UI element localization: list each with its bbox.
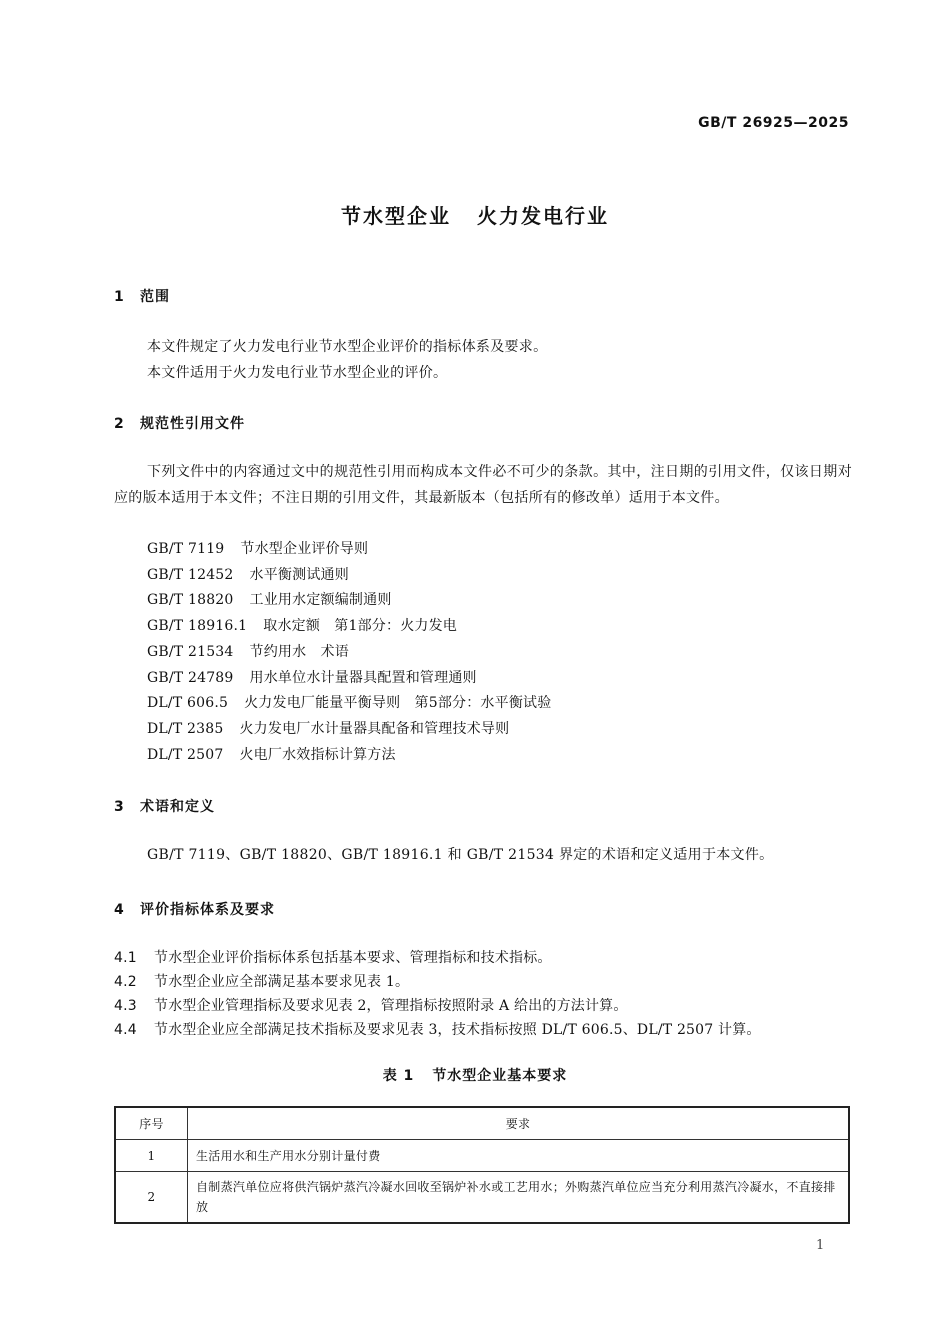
table-header-row — [115, 1107, 849, 1140]
section-heading-2 — [114, 413, 245, 433]
paragraph-intro: 下列文件中的内容通过文中的规范性引用而构成本文件必不可少的条款。其中，注日期的引用文件，仅该日期对应的版本适用于本文件；不注日期的引用文件，其最新版本（包括所有的修改单）适用于本文件。 — [114, 464, 852, 506]
paragraph: GB/T 7119、GB/T 18820、GB/T 18916.1 和 GB/T 21534 界定的术语和定义适用于本文件。 — [147, 847, 774, 863]
reference-name: 火力发电厂能量平衡导则 第5部分：水平衡试验 — [244, 695, 552, 712]
section-number: 3 — [114, 799, 125, 815]
clause-number: 4.4 — [114, 1022, 137, 1038]
reference-code: GB/T 7119 — [147, 541, 225, 557]
clause-text: 节水型企业应全部满足基本要求见表 1。 — [154, 974, 410, 990]
reference-item — [147, 640, 551, 666]
reference-item — [147, 743, 551, 769]
reference-item — [147, 588, 551, 614]
page-title — [0, 200, 950, 229]
reference-list — [147, 537, 551, 768]
clause-item — [114, 994, 761, 1018]
reference-name: 工业用水定额编制通则 — [249, 592, 392, 609]
clause-list — [114, 946, 761, 1042]
section-title: 规范性引用文件 — [140, 416, 245, 432]
reference-code: GB/T 21534 — [147, 643, 234, 660]
section-heading-3 — [114, 796, 215, 816]
section-heading-4 — [114, 899, 275, 919]
header-cell-requirement: 要求 — [188, 1107, 850, 1140]
reference-code: DL/T 606.5 — [147, 695, 229, 712]
paragraph: 本文件适用于火力发电行业节水型企业的评价。 — [147, 365, 448, 381]
table-row — [115, 1172, 849, 1224]
reference-name: 节水型企业评价导则 — [240, 541, 369, 557]
clause-number: 4.1 — [114, 950, 137, 966]
reference-name: 节约用水 术语 — [249, 643, 349, 660]
reference-name: 取水定额 第1部分：火力发电 — [263, 618, 457, 635]
section-number: 1 — [114, 289, 125, 305]
table-caption — [0, 1065, 950, 1085]
reference-code: DL/T 2385 — [147, 720, 224, 737]
table-row — [115, 1140, 849, 1172]
reference-name: 火电厂水效指标计算方法 — [239, 746, 396, 763]
section-number: 2 — [114, 416, 125, 432]
row-requirement-cell: 自制蒸汽单位应将供汽锅炉蒸汽冷凝水回收至锅炉补水或工艺用水；外购蒸汽单位应当充分利用蒸汽冷凝水，不直接排放 — [188, 1172, 850, 1224]
reference-item — [147, 666, 551, 692]
clause-item — [114, 1018, 761, 1042]
clause-number: 4.3 — [114, 998, 137, 1014]
section-title: 评价指标体系及要求 — [140, 902, 275, 918]
paragraph: 本文件规定了火力发电行业节水型企业评价的指标体系及要求。 — [147, 339, 548, 355]
reference-name: 水平衡测试通则 — [249, 566, 349, 583]
reference-item — [147, 563, 551, 589]
requirements-table — [114, 1106, 850, 1224]
document-number: GB/T 26925—2025 — [698, 115, 849, 131]
reference-name: 用水单位水计量器具配置和管理通则 — [249, 669, 477, 686]
row-requirement-cell: 生活用水和生产用水分别计量付费 — [188, 1140, 850, 1172]
header-cell-number: 序号 — [115, 1107, 188, 1140]
reference-code: GB/T 24789 — [147, 669, 234, 686]
page-number: 1 — [816, 1238, 825, 1253]
reference-name: 火力发电厂水计量器具配备和管理技术导则 — [239, 720, 510, 737]
reference-code: DL/T 2507 — [147, 746, 224, 763]
reference-code: GB/T 18820 — [147, 592, 234, 609]
section-heading-1 — [114, 286, 170, 306]
reference-item — [147, 691, 551, 717]
title-part-2: 火力发电行业 — [477, 204, 609, 228]
clause-item — [114, 970, 761, 994]
section-title: 范围 — [140, 289, 170, 305]
table-caption-title: 节水型企业基本要求 — [432, 1068, 568, 1084]
section-number: 4 — [114, 902, 125, 918]
reference-item — [147, 614, 551, 640]
reference-code: GB/T 18916.1 — [147, 618, 248, 635]
title-part-1: 节水型企业 — [341, 204, 451, 228]
table-caption-number: 表 1 — [382, 1068, 415, 1084]
row-number-cell: 2 — [115, 1172, 188, 1224]
clause-text: 节水型企业应全部满足技术指标及要求见表 3，技术指标按照 DL/T 606.5、DL/T 2507 计算。 — [154, 1022, 761, 1038]
clause-text: 节水型企业管理指标及要求见表 2，管理指标按照附录 A 给出的方法计算。 — [154, 998, 628, 1014]
reference-code: GB/T 12452 — [147, 566, 234, 583]
clause-item — [114, 946, 761, 970]
section-title: 术语和定义 — [140, 799, 215, 815]
clause-number: 4.2 — [114, 974, 137, 990]
row-number-cell: 1 — [115, 1140, 188, 1172]
reference-item — [147, 537, 551, 563]
reference-item — [147, 717, 551, 743]
clause-text: 节水型企业评价指标体系包括基本要求、管理指标和技术指标。 — [154, 950, 552, 966]
